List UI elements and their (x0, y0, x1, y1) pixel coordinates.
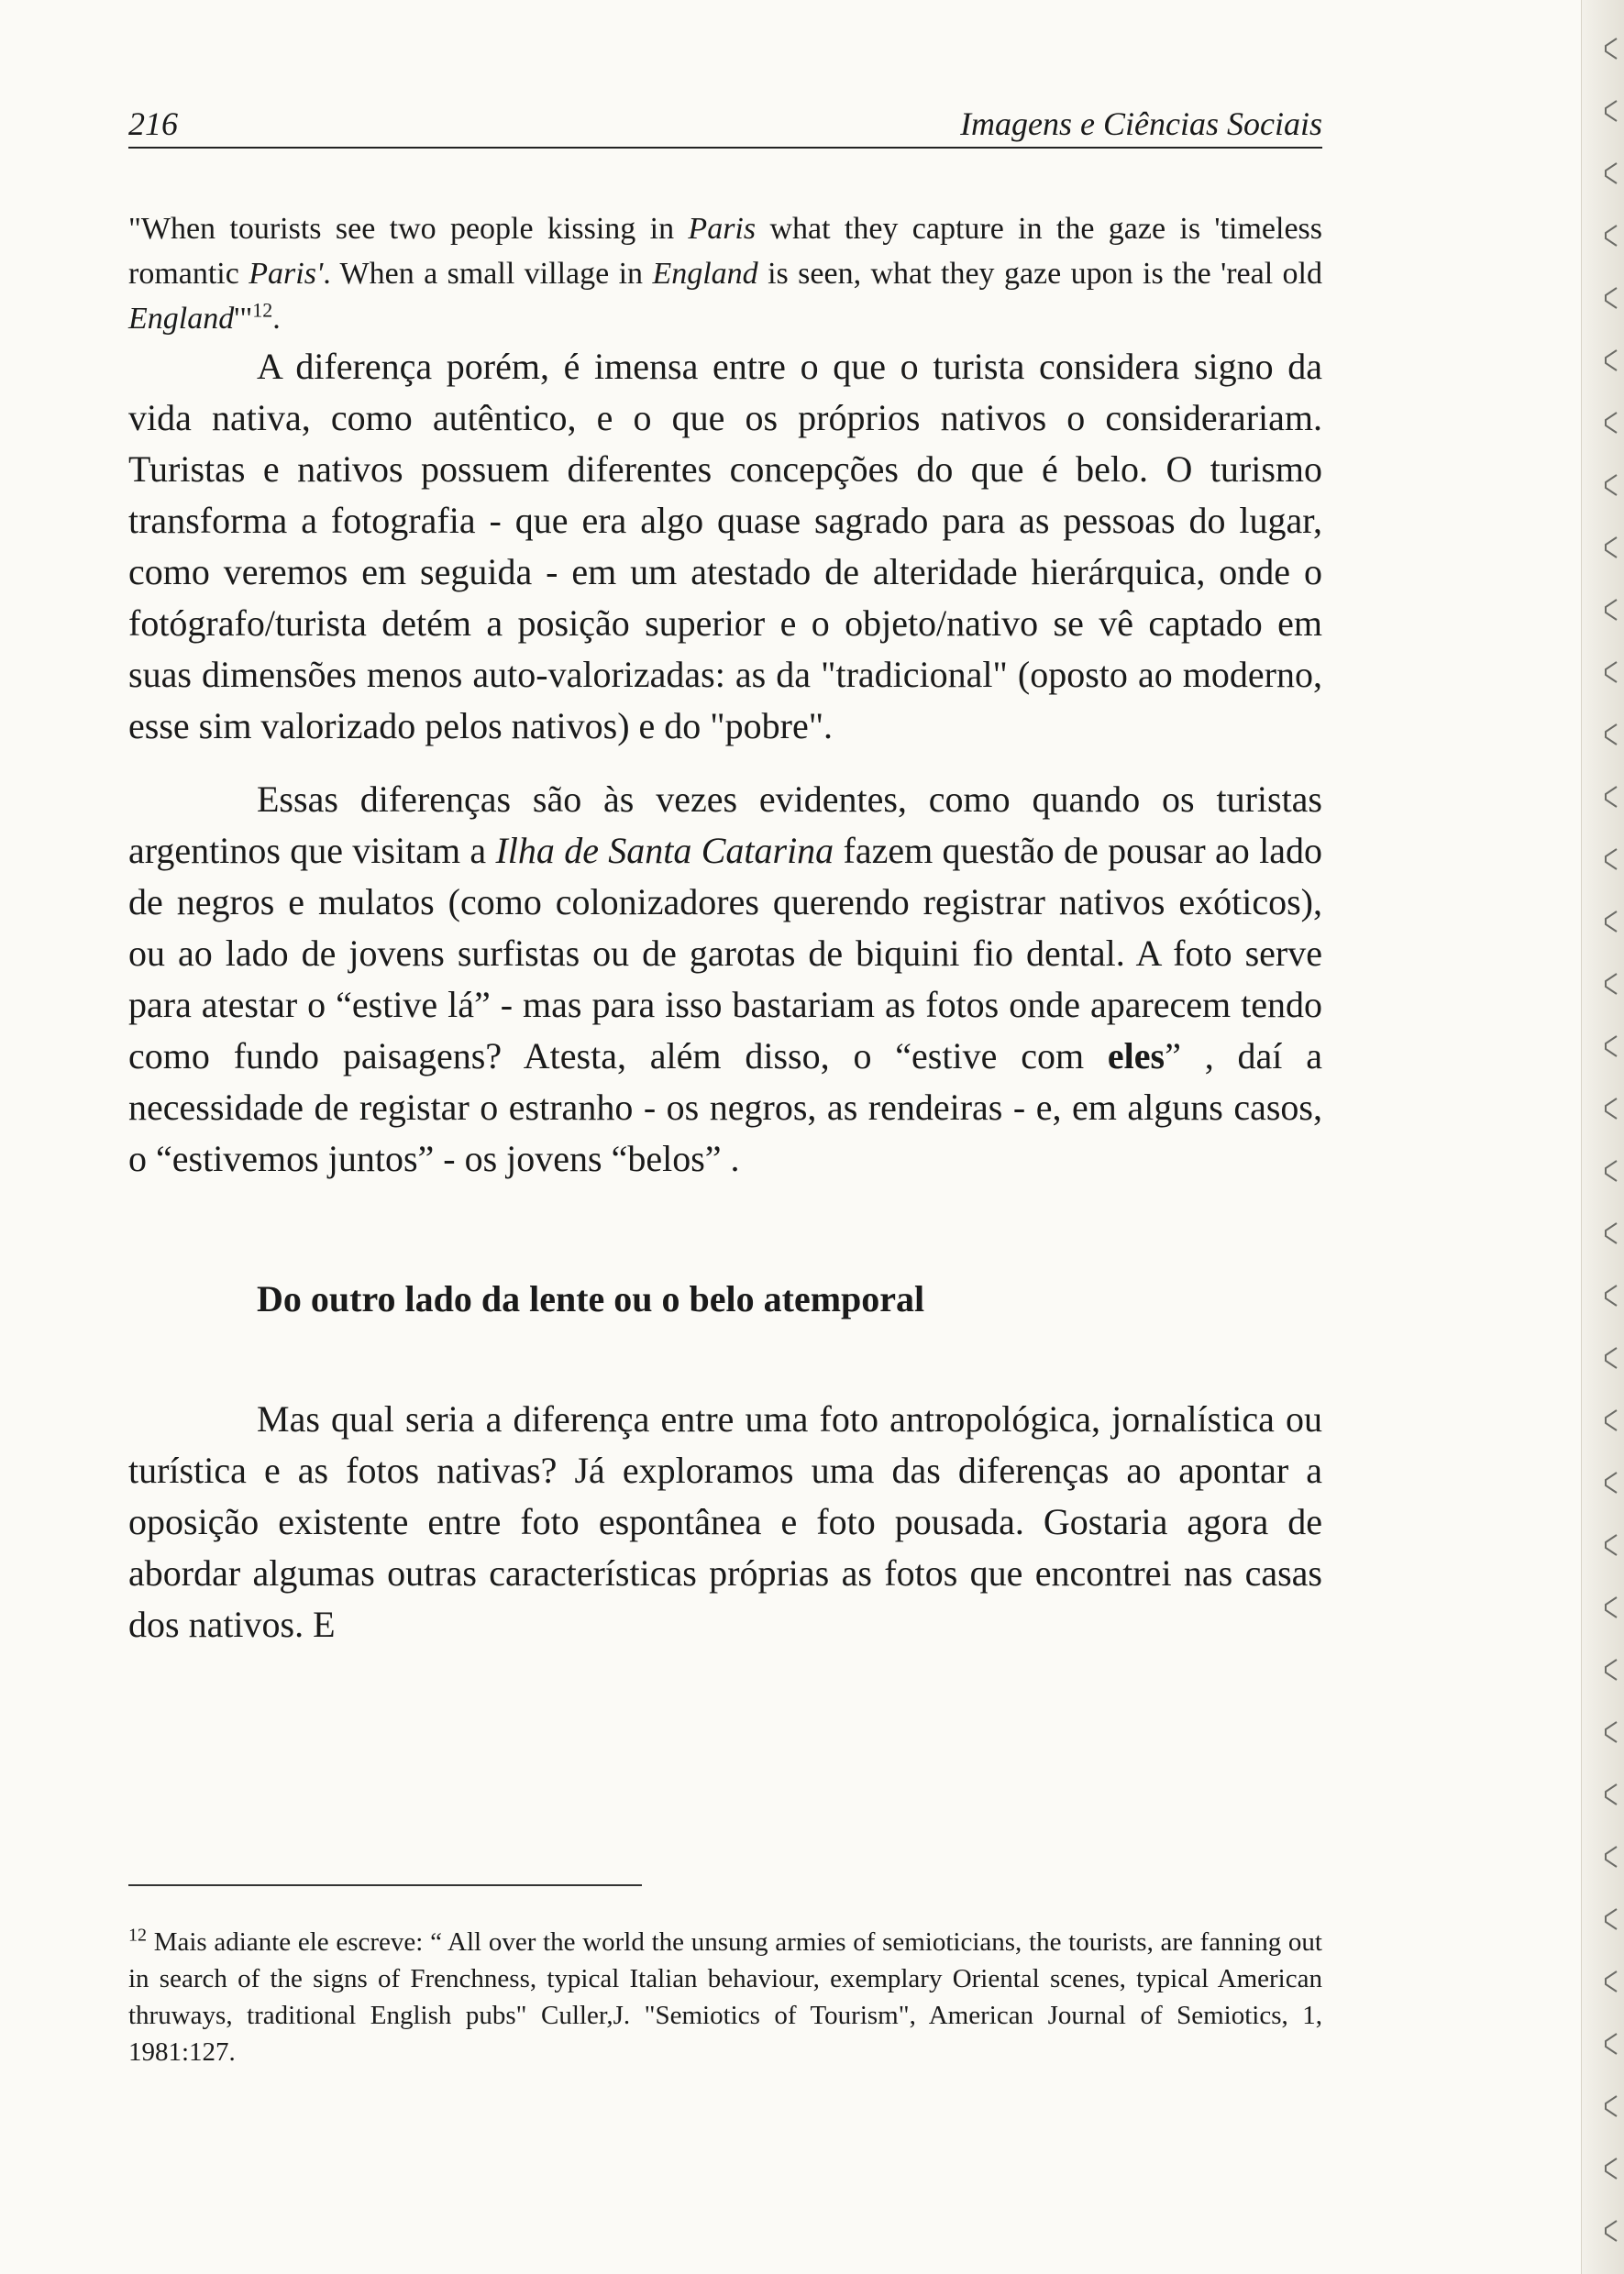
quote-italic: Paris (688, 212, 757, 246)
binding-mark (1602, 1097, 1618, 1120)
binding-mark (1602, 2032, 1618, 2056)
binding-mark (1602, 348, 1618, 372)
paragraph-text: fazem questão de pousar ao lado de negros e mulatos (como colonizadores querendo registrar nativos exóticos), ou ao lado de jovens surfistas ou de garotas de biquini fio dental. A foto serve para atestar o “estive lá” - mas para isso bastariam as fotos onde aparecem tendo como fundo paisagens? Atesta, além disso, o “estive com (128, 830, 1322, 1076)
binding-mark (1602, 723, 1618, 746)
page-header (128, 101, 1322, 149)
binding-mark (1602, 972, 1618, 996)
binding-mark (1602, 1970, 1618, 1993)
quote-italic: England (652, 257, 758, 291)
binding-mark (1602, 1284, 1618, 1308)
paragraph: A diferença porém, é imensa entre o que o turista considera signo da vida nativa, como autêntico, e o que os próprios nativos o considerariam. Turistas e nativos possuem diferentes concepções do que é belo. O turismo transforma a fotografia - que era algo quase sagrado para as pessoas do lugar, como veremos em seguida - em um atestado de alteridade hierárquica, onde o fotógrafo/turista detém a posição superior e o objeto/nativo se vê captado em suas dimensões menos auto-valorizadas: as da "tradicional" (oposto ao moderno, esse sim valorizado pelos nativos) e do "pobre". (128, 346, 1322, 746)
footnote-divider (128, 1884, 642, 1886)
running-title: Imagens e Ciências Sociais (960, 105, 1322, 142)
place-name: Ilha de Santa Catarina (495, 830, 834, 871)
binding-mark (1602, 99, 1618, 123)
binding-mark (1602, 473, 1618, 497)
binding-mark (1602, 847, 1618, 871)
binding-mark (1602, 535, 1618, 559)
quote-italic: England (128, 302, 235, 336)
footnote-number: 12 (128, 1925, 147, 1946)
quote-text: "When tourists see two people kissing in (128, 212, 689, 246)
binding-mark (1602, 1907, 1618, 1931)
binding-mark (1602, 2219, 1618, 2243)
binding-mark (1602, 785, 1618, 809)
emphasis: eles (1107, 1035, 1166, 1076)
binding-mark (1602, 1159, 1618, 1183)
binding-mark (1602, 161, 1618, 185)
binding-mark (1602, 1595, 1618, 1619)
binding-mark (1602, 1783, 1618, 1806)
quote-text: . When a small village in (323, 257, 653, 291)
section-heading: Do outro lado da lente ou o belo atemporal (257, 1278, 925, 1319)
quote-text: what they capture in the gaze is 'timeless romantic (128, 212, 1322, 291)
binding-mark (1602, 1408, 1618, 1432)
body-text (128, 206, 1322, 1650)
page-number: 216 (128, 105, 178, 142)
quote-italic: Paris' (249, 257, 324, 291)
binding-mark (1602, 910, 1618, 933)
paragraph-text: Essas diferenças são às vezes evidentes, como quando os turistas argentinos que visitam a (128, 778, 1322, 871)
binding-mark (1602, 598, 1618, 622)
quote-text: . (272, 302, 281, 336)
footnote (128, 1924, 1322, 2070)
binding-mark (1602, 1533, 1618, 1557)
quote-text: is seen, what they gaze upon is the 'real old (757, 257, 1323, 291)
footnote-reference[interactable]: 12 (252, 298, 273, 322)
binding-mark (1602, 224, 1618, 248)
binding-mark (1602, 411, 1618, 435)
binding-mark (1602, 1346, 1618, 1370)
binding-mark (1602, 660, 1618, 684)
binding-mark (1602, 1471, 1618, 1495)
binding-mark (1602, 2094, 1618, 2118)
paragraph-text: ” , daí a necessidade de registar o estranho - os negros, as rendeiras - e, em alguns casos, o “estivemos juntos” - os jovens “belos” . (128, 1035, 1322, 1179)
binding-mark (1602, 1221, 1618, 1245)
paragraph: Mas qual seria a diferença entre uma foto antropológica, jornalística ou turística e as fotos nativas? Já exploramos uma das diferenças ao apontar a oposição existente entre foto espontânea e foto pousada. Gostaria agora de abordar algumas outras características próprias as fotos que encontrei nas casas dos nativos. E (128, 1398, 1322, 1645)
paragraph (128, 774, 1322, 1185)
binding-mark (1602, 37, 1618, 61)
footnote-text: Mais adiante ele escreve: “ All over the world the unsung armies of semioticians, the tourists, are fanning out in search of the signs of Frenchness, typical Italian behaviour, exemplary Oriental scenes, typical American thruways, traditional English pubs" Culler,J. "Semiotics of Tourism", American Journal of Semiotics, 1, 1981:127. (128, 1927, 1322, 2067)
binding-mark (1602, 1720, 1618, 1744)
page-edge (1581, 0, 1624, 2274)
quote-text: '" (234, 302, 253, 336)
binding-mark (1602, 2157, 1618, 2180)
binding-mark (1602, 1658, 1618, 1682)
binding-mark (1602, 1034, 1618, 1058)
binding-mark (1602, 1845, 1618, 1869)
binding-mark (1602, 286, 1618, 310)
block-quote (128, 206, 1322, 341)
